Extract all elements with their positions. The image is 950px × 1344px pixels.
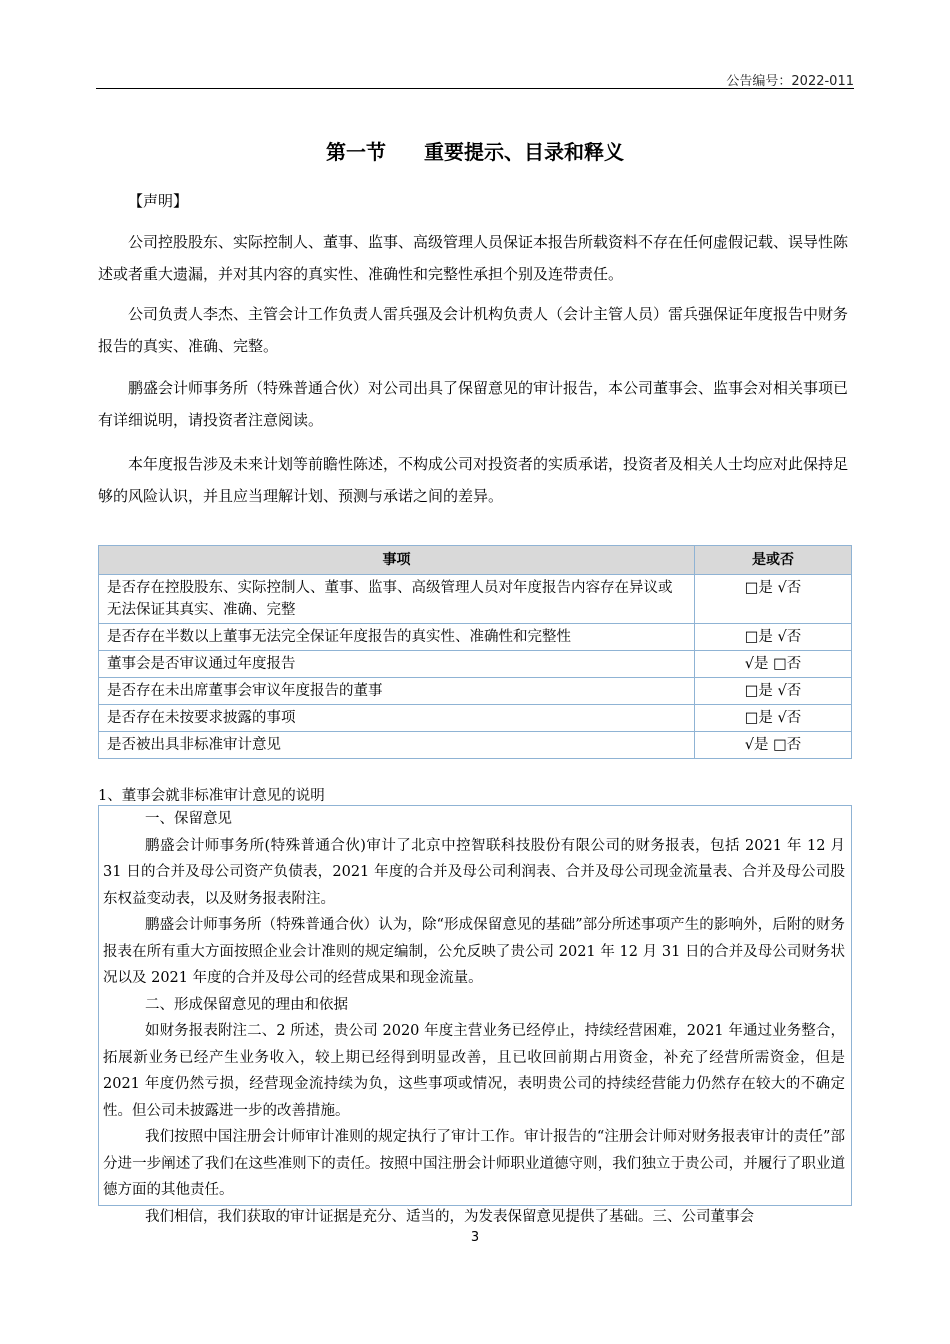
column-header-item: 事项 [99, 546, 695, 575]
table-cell-answer: √是 □否 [695, 732, 852, 759]
section-heading: 1、董事会就非标准审计意见的说明 [98, 788, 325, 804]
box-paragraph: 我们按照中国注册会计师审计准则的规定执行了审计工作。审计报告的“注册会计师对财务报表审计的责任”部分进一步阐述了我们在这些准则下的责任。按照中国注册会计师职业道德守则，我们独立于贵公司，并履行了职业道德方面的其他责任。 [103, 1129, 845, 1198]
table-row [99, 705, 852, 732]
table-cell-item: 是否存在控股股东、实际控制人、董事、监事、高级管理人员对年度报告内容存在异议或无法保证其真实、准确、完整 [99, 575, 695, 624]
column-header-answer: 是或否 [695, 546, 852, 575]
table-cell-item: 是否被出具非标准审计意见 [99, 732, 695, 759]
table-cell-answer: □是 √否 [695, 624, 852, 651]
table-cell-answer: □是 √否 [695, 678, 852, 705]
table-row [99, 678, 852, 705]
box-paragraph: 如财务报表附注二、2 所述，贵公司 2020 年度主营业务已经停止，持续经营困难，2021 年通过业务整合，拓展新业务已经产生业务收入，较上期已经得到明显改善，且已收回前期占用资金，补充了经营所需资金，但是 2021 年度仍然亏损，经营现金流持续为负，这些事项或情况，表明贵公司的持续经营能力仍然存在较大的不确定性。但公司未披露进一步的改善措施。 [103, 1023, 845, 1119]
declaration-label: 【声明】 [128, 192, 189, 210]
table-cell-answer: √是 □否 [695, 651, 852, 678]
section-title [0, 136, 950, 165]
table-cell-item: 是否存在未按要求披露的事项 [99, 705, 695, 732]
paragraph: 公司负责人李杰、主管会计工作负责人雷兵强及会计机构负责人（会计主管人员）雷兵强保证年度报告中财务报告的真实、准确、完整。 [98, 305, 849, 355]
table-row [99, 624, 852, 651]
section-title-text: 重要提示、目录和释义 [424, 140, 624, 164]
table-header-row [99, 546, 852, 575]
table-row [99, 732, 852, 759]
table-cell-answer: □是 √否 [695, 705, 852, 732]
confirmation-table [98, 545, 852, 759]
announcement-number: 公告编号：2022-011 [726, 74, 854, 89]
paragraph: 鹏盛会计师事务所（特殊普通合伙）对公司出具了保留意见的审计报告，本公司董事会、监事会对相关事项已有详细说明，请投资者注意阅读。 [98, 379, 849, 429]
table-cell-answer: □是 √否 [695, 575, 852, 624]
box-paragraph: 鹏盛会计师事务所(特殊普通合伙)审计了北京中控智联科技股份有限公司的财务报表，包括 2021 年 12 月 31 日的合并及母公司资产负债表，2021 年度的合并及母公司利润表、合并及母公司现金流量表、合并及母公司股东权益变动表，以及财务报表附注。 [103, 837, 845, 907]
header-divider [96, 88, 854, 89]
box-paragraph: 我们相信，我们获取的审计证据是充分、适当的，为发表保留意见提供了基础。三、公司董事会 [145, 1208, 754, 1225]
paragraph: 公司控股股东、实际控制人、董事、监事、高级管理人员保证本报告所载资料不存在任何虚假记载、误导性陈述或者重大遗漏，并对其内容的真实性、准确性和完整性承担个别及连带责任。 [98, 233, 849, 283]
paragraph: 本年度报告涉及未来计划等前瞻性陈述，不构成公司对投资者的实质承诺，投资者及相关人士均应对此保持足够的风险认识，并且应当理解计划、预测与承诺之间的差异。 [98, 455, 849, 505]
page-number: 3 [470, 1230, 480, 1245]
table-cell-item: 是否存在半数以上董事无法完全保证年度报告的真实性、准确性和完整性 [99, 624, 695, 651]
box-paragraph: 鹏盛会计师事务所（特殊普通合伙）认为，除“形成保留意见的基础”部分所述事项产生的影响外，后附的财务报表在所有重大方面按照企业会计准则的规定编制，公允反映了贵公司 2021 年 12 月 31 日的合并及母公司财务状况以及 2021 年度的合并及母公司的经营成果和现金流量。 [103, 917, 845, 986]
table-row [99, 575, 852, 624]
box-heading: 一、保留意见 [145, 811, 232, 827]
audit-opinion-box [98, 805, 852, 1225]
box-heading: 二、形成保留意见的理由和依据 [145, 996, 348, 1013]
table-cell-item: 董事会是否审议通过年度报告 [99, 651, 695, 678]
table-cell-item: 是否存在未出席董事会审议年度报告的董事 [99, 678, 695, 705]
section-title-number: 第一节 [326, 140, 386, 164]
table-row [99, 651, 852, 678]
